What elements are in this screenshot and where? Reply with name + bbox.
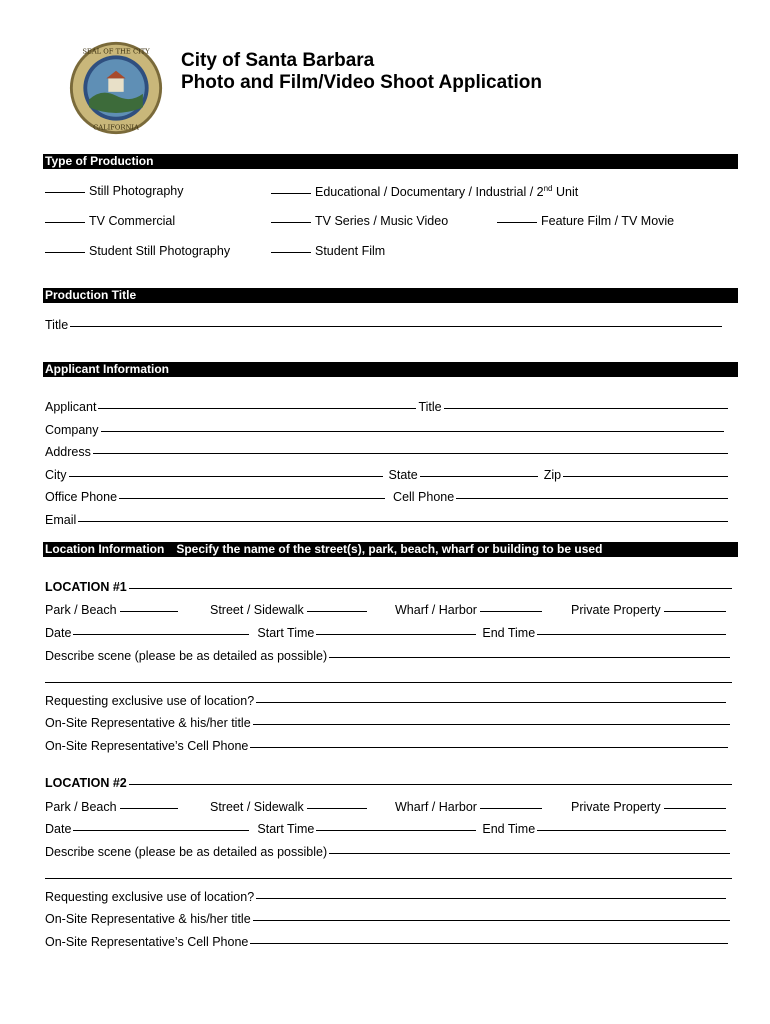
city-seal-logo bbox=[68, 40, 164, 136]
option-still-photography[interactable]: Still Photography bbox=[45, 184, 184, 198]
location2-field[interactable]: LOCATION #2 bbox=[45, 776, 734, 790]
option-educational[interactable]: Educational / Documentary / Industrial / 2nd Unit bbox=[271, 184, 578, 199]
location1-onsite-rep[interactable]: On-Site Representative & his/her title bbox=[45, 716, 732, 730]
location1-date-time-row[interactable]: Date Start Time End Time bbox=[45, 626, 728, 640]
location2-wharf-harbor[interactable]: Wharf / Harbor bbox=[395, 800, 546, 814]
location1-wharf-harbor[interactable]: Wharf / Harbor bbox=[395, 603, 546, 617]
location1-field[interactable]: LOCATION #1 bbox=[45, 580, 734, 594]
location2-private-property[interactable]: Private Property bbox=[571, 800, 730, 814]
section-production-title: Production Title bbox=[43, 288, 738, 303]
email-field[interactable]: Email bbox=[45, 513, 730, 527]
location1-onsite-rep-cell[interactable]: On-Site Representative’s Cell Phone bbox=[45, 739, 730, 753]
location2-describe-scene-line2[interactable] bbox=[45, 878, 732, 879]
location1-describe-scene[interactable]: Describe scene (please be as detailed as possible) bbox=[45, 649, 732, 663]
svg-text:CALIFORNIA: CALIFORNIA bbox=[93, 123, 139, 132]
location2-exclusive-use[interactable]: Requesting exclusive use of location? bbox=[45, 890, 728, 904]
form-subtitle: Photo and Film/Video Shoot Application bbox=[181, 72, 542, 93]
location2-date-time-row[interactable]: Date Start Time End Time bbox=[45, 822, 728, 836]
city-state-zip-row[interactable]: City State Zip bbox=[45, 468, 730, 482]
applicant-label: Applicant bbox=[45, 400, 97, 414]
location1-describe-scene-line2[interactable] bbox=[45, 682, 732, 683]
location2-park-beach[interactable]: Park / Beach bbox=[45, 800, 182, 814]
svg-text:SEAL OF THE CITY: SEAL OF THE CITY bbox=[82, 47, 150, 56]
location1-park-beach[interactable]: Park / Beach bbox=[45, 603, 182, 617]
option-feature-film[interactable]: Feature Film / TV Movie bbox=[497, 214, 674, 228]
option-tv-commercial[interactable]: TV Commercial bbox=[45, 214, 175, 228]
company-field[interactable]: Company bbox=[45, 423, 726, 437]
location2-onsite-rep-cell[interactable]: On-Site Representative’s Cell Phone bbox=[45, 935, 730, 949]
production-title-field[interactable]: Title bbox=[45, 318, 724, 332]
location2-street-sidewalk[interactable]: Street / Sidewalk bbox=[210, 800, 371, 814]
location1-private-property[interactable]: Private Property bbox=[571, 603, 730, 617]
location2-onsite-rep[interactable]: On-Site Representative & his/her title bbox=[45, 912, 732, 926]
option-student-film[interactable]: Student Film bbox=[271, 244, 385, 258]
form-title: City of Santa Barbara bbox=[181, 50, 375, 71]
applicant-title-label: Title bbox=[418, 400, 442, 414]
address-field[interactable]: Address bbox=[45, 445, 730, 459]
location2-describe-scene[interactable]: Describe scene (please be as detailed as possible) bbox=[45, 845, 732, 859]
option-student-still[interactable]: Student Still Photography bbox=[45, 244, 230, 258]
location1-exclusive-use[interactable]: Requesting exclusive use of location? bbox=[45, 694, 728, 708]
phone-row[interactable]: Office Phone Cell Phone bbox=[45, 490, 730, 504]
section-type-of-production: Type of Production bbox=[43, 154, 738, 169]
location1-street-sidewalk[interactable]: Street / Sidewalk bbox=[210, 603, 371, 617]
section-location-information: Location Information Specify the name of the street(s), park, beach, wharf or building to be used bbox=[43, 542, 738, 557]
applicant-row[interactable] bbox=[45, 400, 730, 414]
section-applicant-information: Applicant Information bbox=[43, 362, 738, 377]
option-tv-series[interactable]: TV Series / Music Video bbox=[271, 214, 448, 228]
